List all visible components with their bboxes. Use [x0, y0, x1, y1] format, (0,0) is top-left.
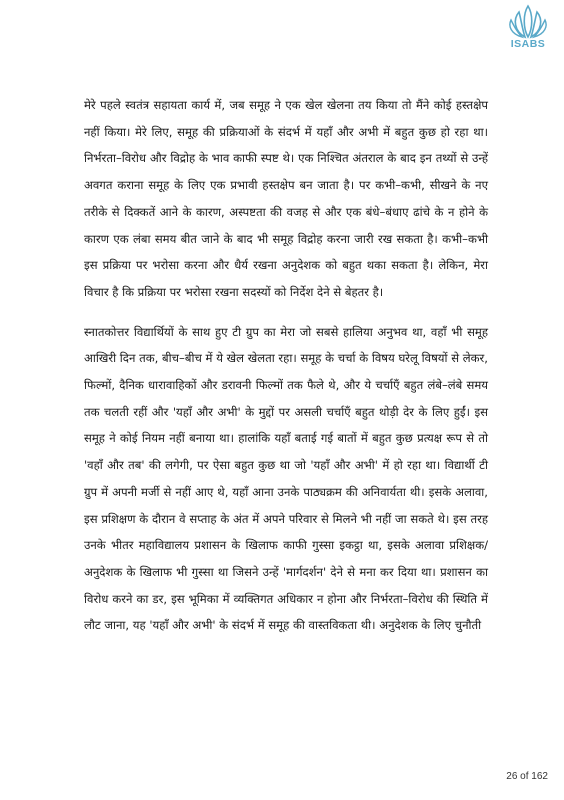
paragraph-1: मेरे पहले स्वतंत्र सहायता कार्य में, जब समूह ने एक खेल खेलना तय किया तो मैंने कोई हस्तक्षेप नहीं किया। मेरे लिए, समूह की प्रक्रियाओं के संदर्भ में यहाँ और अभी में बहुत कुछ हो रहा था। निर्भरता–विरोध और विद्रोह के भाव काफी स्पष्ट थे। एक निश्चित अंतराल के बाद इन तथ्यों से उन्हें अवगत कराना समूह के लिए एक प्रभावी हस्तक्षेप बन जाता है। पर कभी–कभी, सीखने के नए तरीके से दिक्कतें आने के कारण, अस्पष्टता की वजह से और एक बंधे–बंधाए ढांचे के न होने के कारण एक लंबा समय बीत जाने के बाद भी समूह विद्रोह करना जारी रख सकता है। कभी–कभी इस प्रक्रिया पर भरोसा करना और धैर्य रखना अनुदेशक को बहुत थका सकता है। लेकिन, मेरा विचार है कि प्रक्रिया पर भरोसा रखना सदस्यों को निर्देश देने से बेहतर है। — [84, 98, 488, 299]
lotus-icon — [506, 4, 550, 40]
logo-text: ISABS — [510, 38, 546, 50]
paragraph-2: स्नातकोत्तर विद्यार्थियों के साथ हुए टी ग्रुप का मेरा जो सबसे हालिया अनुभव था, वहाँ भी समूह आखिरी दिन तक, बीच–बीच में ये खेल खेलता रहा। समूह के चर्चा के विषय घरेलू विषयों से लेकर, फिल्मों, दैनिक धारावाहिकों और डरावनी फिल्मों तक फैले थे, और ये चर्चाएँ बहुत लंबे–लंबे समय तक चलती रहीं और 'यहाँ और अभी' के मुद्दों पर असली चर्चाएँ बहुत थोड़ी देर के लिए हुईं। इस समूह ने कोई नियम नहीं बनाया था। हालांकि यहाँ बताई गई बातों में बहुत कुछ प्रत्यक्ष रूप से तो 'वहाँ और तब' की लगेगी, पर ऐसा बहुत कुछ था जो 'यहाँ और अभी' में हो रहा था। विद्यार्थी टी ग्रुप में अपनी मर्जी से नहीं आए थे, यहाँ आना उनके पाठ्यक्रम की अनिवार्यता थी। इसके अलावा, इस प्रशिक्षण के दौरान वे सप्ताह के अंत में अपने परिवार से मिलने भी नहीं जा सकते थे। इस तरह उनके भीतर महाविद्यालय प्रशासन के खिलाफ काफी गुस्सा इकट्ठा था, इसके अलावा प्रशिक्षक/अनुदेशक के खिलाफ भी गुस्सा था जिसने उन्हें 'मार्गदर्शन' देने से मना कर दिया था। प्रशासन का विरोध करने का डर, इस भूमिका में व्यक्तिगत अधिकार न होना और निर्भरता–विरोध की स्थिति में लौट जाना, यह 'यहाँ और अभी' के संदर्भ में समूह की वास्तविकता थी। अनुदेशक के लिए चुनौती — [84, 324, 488, 633]
page-number: 26 of 162 — [506, 771, 548, 782]
isabs-logo — [502, 4, 554, 50]
document-body — [84, 92, 488, 639]
